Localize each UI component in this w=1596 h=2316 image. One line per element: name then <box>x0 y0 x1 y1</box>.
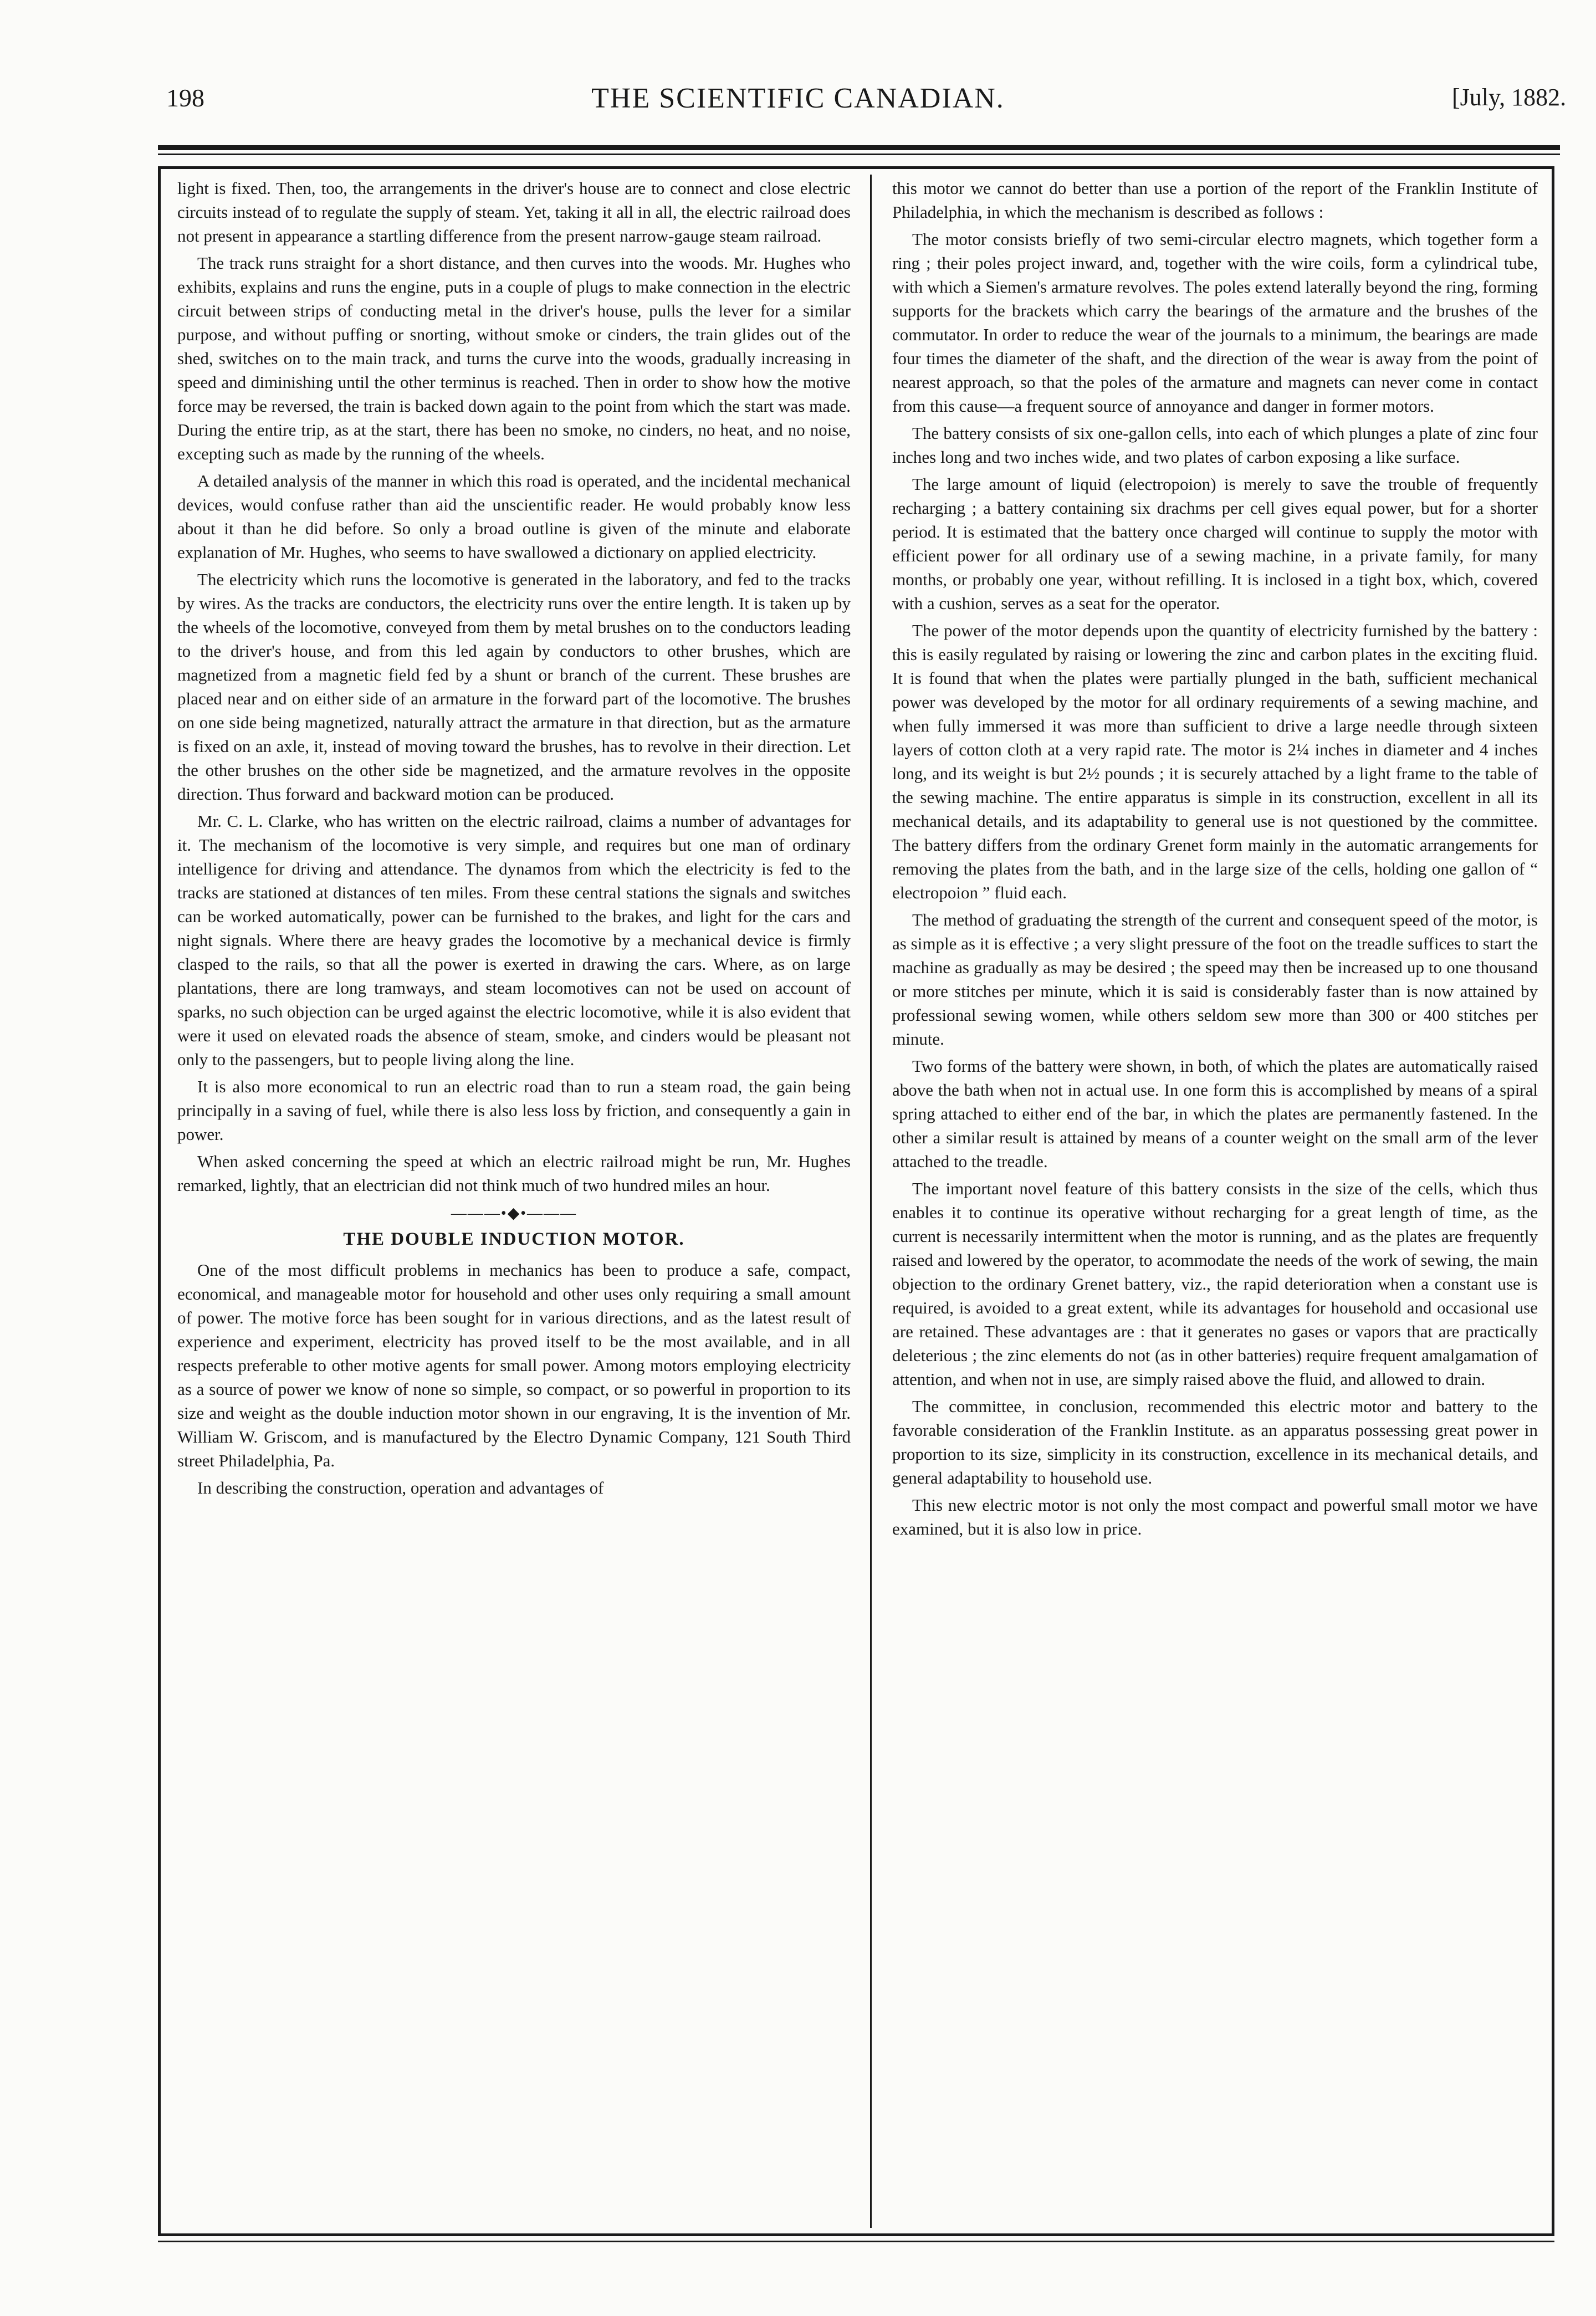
article-heading: THE DOUBLE INDUCTION MOTOR. <box>343 1229 685 1249</box>
paragraph: The electricity which runs the locomotive is generated in the laboratory, and fed to the tracks by wires. As the tracks are conductors, the electricity runs over the entire length. It is taken up by the wheels of the locomotive, conveyed from them by metal brushes on to the conductors leading to the driver's house, and from this led again by conductors to other brushes, which are magnetized from a magnetic field fed by a shunt or branch of the current. These brushes are placed near and on either side of an armature in the forward part of the locomotive. The brushes on one side being magnetized, naturally attract the armature in that direction, but as the armature is fixed on an axle, it, instead of moving toward the brushes, has to revolve in their direction. Let the other brushes on the other side be magnetized, and the armature revolves in the opposite direction. Thus forward and backward motion can be produced. <box>177 570 851 804</box>
paragraph: The motor consists briefly of two semi-circular electro magnets, which together form a ring ; their poles project inward, and, together with the wire coils, form a cylindrical tube, with which a Siemen's armature revolves. The poles extend laterally beyond the ring, forming supports for the brackets which carry the bearings of the armature and the brushes of the commutator. In order to reduce the wear of the journals to a minimum, the bearings are made four times the diameter of the shaft, and the direction of the wear is away from the point of nearest approach, so that the poles of the armature and magnets can never come in contact from this cause—a frequent source of annoyance and danger in former motors. <box>892 229 1538 416</box>
paragraph: this motor we cannot do better than use a portion of the report of the Franklin Institute of Philadelphia, in which the mechanism is described as follows : <box>892 178 1538 222</box>
section-ornament: ———•◆•——— <box>451 1205 577 1222</box>
paragraph: Two forms of the battery were shown, in both, of which the plates are automatically raised above the bath when not in actual use. In one form this is accomplished by means of a spiral spring attached to either end of the bar, in which the plates are permanently fastened. In the other a similar result is attained by means of a counter weight on the small arm of the lever attached to the treadle. <box>892 1056 1538 1171</box>
paragraph: One of the most difficult problems in mechanics has been to produce a safe, compact, economical, and manageable motor for household and other uses only requiring a small amount of power. The motive force has been sought for in various directions, and as the latest result of experience and experiment, electricity has proved itself to be the most available, and in all respects preferable to other motive agents for small power. Among motors employing electricity as a source of power we know of none so simple, so compact, or so powerful in proportion to its size and weight as the double induction motor shown in our engraving, It is the invention of Mr. William W. Griscom, and is manufactured by the Electro Dynamic Company, 121 South Third street Philadelphia, Pa. <box>177 1260 851 1470</box>
header-rule-thick <box>158 145 1560 150</box>
paragraph: The power of the motor depends upon the quantity of electricity furnished by the battery : this is easily regulated by raising or lowering the zinc and carbon plates in the exciting fluid. It is found that when the plates were partially plunged in the bath, sufficient mechanical power was developed by the motor for all ordinary requirements of a sewing machine, and when fully immersed it was more than sufficient to drive a large needle through sixteen layers of cotton cloth at a very rapid rate. The motor is 2¼ inches in diameter and 4 inches long, and its weight is but 2½ pounds ; it is securely attached by a light frame to the table of the sewing machine. The entire apparatus is simple in its construction, excellent in all its mechanical details, and its adaptability to general use is not questioned by the committee. The battery differs from the ordinary Grenet form mainly in the automatic arrangements for removing the plates from the bath, and in the large size of the cells, holding one gallon of “ electropoion ” fluid each. <box>892 621 1538 902</box>
paragraph: Mr. C. L. Clarke, who has written on the electric railroad, claims a number of advantages for it. The mechanism of the locomotive is very simple, and requires but one man of ordinary intelligence for driving and attendance. The dynamos from which the electricity is fed to the tracks are stationed at distances of ten miles. From these central stations the signals and switches can be worked automatically, power can be furnished to the brakes, and light for the cars and night signals. Where there are heavy grades the locomotive by a mechanical device is firmly clasped to the rails, so that all the power is exerted in drawing the cars. Where, as on large plantations, there are long tramways, and steam locomotives can not be used on account of sparks, no such objection can be urged against the electric locomotive, while it is also evident that were it used on elevated roads the absence of steam, smoke, and cinders would be pleasant not only to the passengers, but to people living along the line. <box>177 811 851 1069</box>
paragraph: A detailed analysis of the manner in which this road is operated, and the incidental mechanical devices, would confuse rather than aid the unscientific reader. He would probably know less about it than he did before. So only a broad outline is given of the minute and elaborate explanation of Mr. Hughes, who seems to have swallowed a dictionary on applied electricity. <box>177 471 851 562</box>
footer-rule <box>158 2241 1554 2242</box>
header-rule-thin <box>158 154 1560 155</box>
paragraph: The large amount of liquid (electropoion) is merely to save the trouble of frequently recharging ; a battery containing six drachms per cell gives equal power, but for a shorter period. It is estimated that the battery once charged will continue to supply the motor with efficient power for all ordinary use of a sewing machine, in a private family, for many months, or probably one year, without refilling. It is inclosed in a tight box, which, covered with a cushion, serves as a seat for the operator. <box>892 474 1538 613</box>
paragraph: This new electric motor is not only the most compact and powerful small motor we have examined, but it is also low in price. <box>892 1495 1538 1538</box>
paragraph: When asked concerning the speed at which an electric railroad might be run, Mr. Hughes remarked, lightly, that an electrician did not think much of two hundred miles an hour. <box>177 1152 851 1195</box>
column-separator <box>870 175 872 2228</box>
paragraph: In describing the construction, operation and advantages of <box>197 1478 604 1497</box>
issue-date: [July, 1882. <box>1452 84 1567 111</box>
page-number: 198 <box>166 84 204 112</box>
right-column <box>892 176 1538 2227</box>
paragraph: The committee, in conclusion, recommended this electric motor and battery to the favorable consideration of the Franklin Institute. as an apparatus possessing great power in proportion to its size, simplicity in its construction, excellence in its mechanical details, and general adaptability to household use. <box>892 1397 1538 1487</box>
journal-title: THE SCIENTIFIC CANADIAN. <box>591 83 1005 114</box>
page-header <box>0 0 1596 133</box>
paragraph: The battery consists of six one-gallon cells, into each of which plunges a plate of zinc four inches long and two inches wide, and two plates of carbon exposing a like surface. <box>892 423 1538 467</box>
paragraph: It is also more economical to run an electric road than to run a steam road, the gain being principally in a saving of fuel, while there is also less loss by friction, and consequently a gain in power. <box>177 1077 851 1144</box>
paragraph: The important novel feature of this battery consists in the size of the cells, which thus enables it to continue its operative without recharging for a great length of time, as the current is necessarily intermittent when the motor is running, and as the plates are frequently raised and lowered by the operator, to acommodate the needs of the work of sewing, the main objection to the ordinary Grenet battery, viz., the rapid deterioration when a constant use is required, is avoided to a great extent, while its advantages for household and occasional use are retained. These advantages are : that it generates no gases or vapors that are practically deleterious ; the zinc elements do not (as in other batteries) require frequent amalgamation of attention, and when not in use, are simply raised above the fluid, and allowed to drain. <box>892 1179 1538 1389</box>
paragraph: light is fixed. Then, too, the arrangements in the driver's house are to connect and close electric circuits instead of to regulate the supply of steam. Yet, taking it all in all, the electric railroad does not present in appearance a startling difference from the present narrow-gauge steam railroad. <box>177 178 851 246</box>
left-column <box>177 176 851 2227</box>
paragraph: The track runs straight for a short distance, and then curves into the woods. Mr. Hughes who exhibits, explains and runs the engine, puts in a couple of plugs to make connection in the electric circuit between strips of conducting metal in the driver's house, pulls the lever for a similar purpose, and without puffing or snorting, without smoke or cinders, the train glides out of the shed, switches on to the main track, and turns the curve into the woods, gradually increasing in speed and diminishing until the other terminus is reached. Then in order to show how the motive force may be reversed, the train is backed down again to the point from which the start was made. During the entire trip, as at the start, there has been no smoke, no cinders, no heat, and no noise, excepting such as made by the running of the wheels. <box>177 253 851 463</box>
paragraph: The method of graduating the strength of the current and consequent speed of the motor, is as simple as it is effective ; a very slight pressure of the foot on the treadle suffices to start the machine as gradually as may be desired ; the speed may then be increased up to one thousand or more stitches per minute, which it is said is considerably faster than is now attained by professional sewing women, while others seldom sew more than 300 or 400 stitches per minute. <box>892 910 1538 1049</box>
